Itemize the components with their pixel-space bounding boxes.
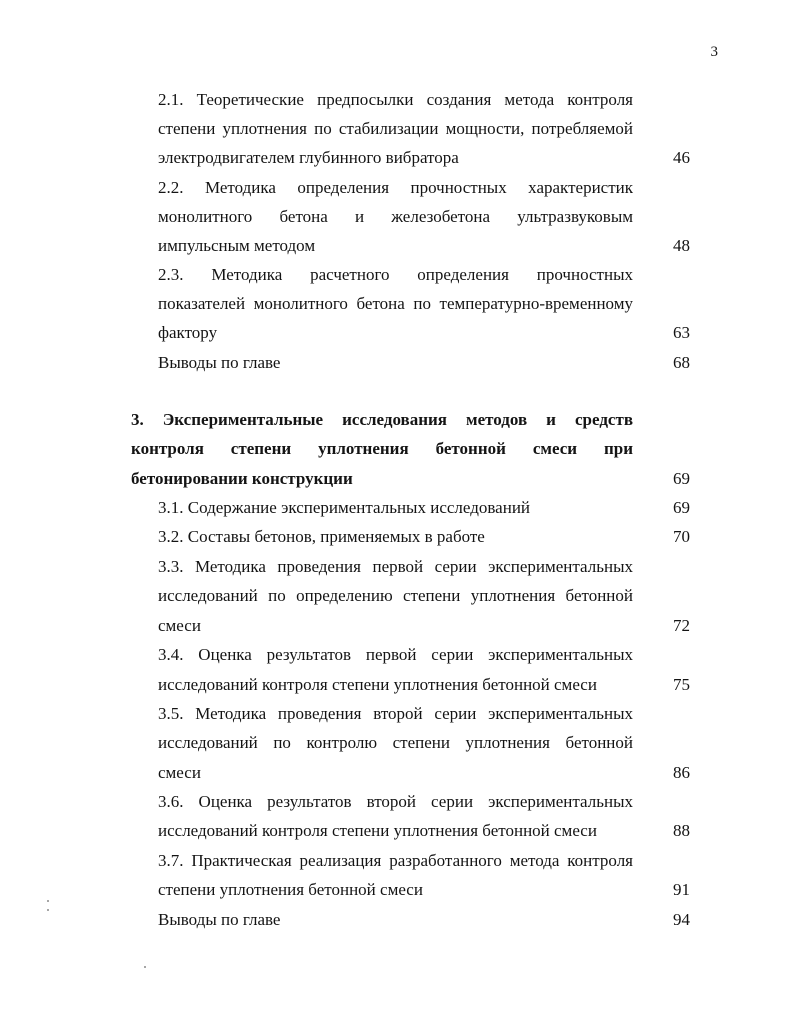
toc-page-ref: 86 bbox=[673, 763, 690, 782]
toc-page-ref: 72 bbox=[673, 616, 690, 635]
toc-line: импульсным методом bbox=[158, 236, 316, 255]
toc-line: 3.5. Методика проведения второй серии экспериментальных bbox=[158, 704, 633, 723]
toc-line: 3.7. Практическая реализация разработанного метода контроля bbox=[158, 851, 633, 870]
toc-line: 3.1. Содержание экспериментальных исследований bbox=[158, 498, 531, 517]
toc-line: исследований контроля степени уплотнения бетонной смеси bbox=[158, 821, 597, 840]
toc-page-ref: 69 bbox=[673, 469, 690, 488]
toc-page-ref: 75 bbox=[673, 675, 690, 694]
toc-chapter-line: 3. Экспериментальные исследования методов и средств bbox=[131, 410, 633, 429]
toc-line: 2.1. Теоретические предпосылки создания метода контроля bbox=[158, 90, 633, 109]
toc-line: монолитного бетона и железобетона ультразвуковым bbox=[158, 207, 633, 226]
scan-speck bbox=[144, 966, 146, 968]
toc-line: 2.3. Методика расчетного определения прочностных bbox=[158, 265, 633, 284]
toc-page-ref: 94 bbox=[673, 910, 690, 929]
toc-line: Выводы по главе bbox=[158, 910, 281, 929]
toc-chapter-line: бетонировании конструкции bbox=[131, 469, 353, 488]
toc-page-ref: 46 bbox=[673, 148, 690, 167]
scan-speck bbox=[47, 909, 49, 911]
page-number: 3 bbox=[710, 44, 718, 60]
toc-line: степени уплотнения бетонной смеси bbox=[158, 880, 423, 899]
toc-line: 3.2. Составы бетонов, применяемых в работе bbox=[158, 527, 485, 546]
toc-page-ref: 63 bbox=[673, 323, 690, 342]
toc-line: фактору bbox=[158, 323, 218, 342]
toc-line: исследований по контролю степени уплотнения бетонной bbox=[158, 733, 633, 752]
toc-line: показателей монолитного бетона по температурно-временному bbox=[158, 294, 633, 313]
toc-line: 3.6. Оценка результатов второй серии экспериментальных bbox=[158, 792, 633, 811]
toc-line: 3.3. Методика проведения первой серии экспериментальных bbox=[158, 557, 633, 576]
toc-line: степени уплотнения по стабилизации мощности, потребляемой bbox=[158, 119, 633, 138]
toc-line: 2.2. Методика определения прочностных характеристик bbox=[158, 178, 633, 197]
toc-page-ref: 70 bbox=[673, 527, 690, 546]
toc-line: исследований контроля степени уплотнения бетонной смеси bbox=[158, 675, 597, 694]
toc-chapter-line: контроля степени уплотнения бетонной смеси при bbox=[131, 439, 633, 458]
toc-page-ref: 91 bbox=[673, 880, 690, 899]
toc-page-ref: 68 bbox=[673, 353, 690, 372]
toc-page-ref: 88 bbox=[673, 821, 690, 840]
toc-line: смеси bbox=[158, 763, 201, 782]
scan-speck bbox=[47, 900, 49, 902]
toc-page-ref: 69 bbox=[673, 498, 690, 517]
toc-line: исследований по определению степени уплотнения бетонной bbox=[158, 586, 633, 605]
toc-line: Выводы по главе bbox=[158, 353, 281, 372]
toc-line: электродвигателем глубинного вибратора bbox=[158, 148, 459, 167]
toc-line: смеси bbox=[158, 616, 201, 635]
toc-line: 3.4. Оценка результатов первой серии экспериментальных bbox=[158, 645, 633, 664]
toc-page-ref: 48 bbox=[673, 236, 690, 255]
